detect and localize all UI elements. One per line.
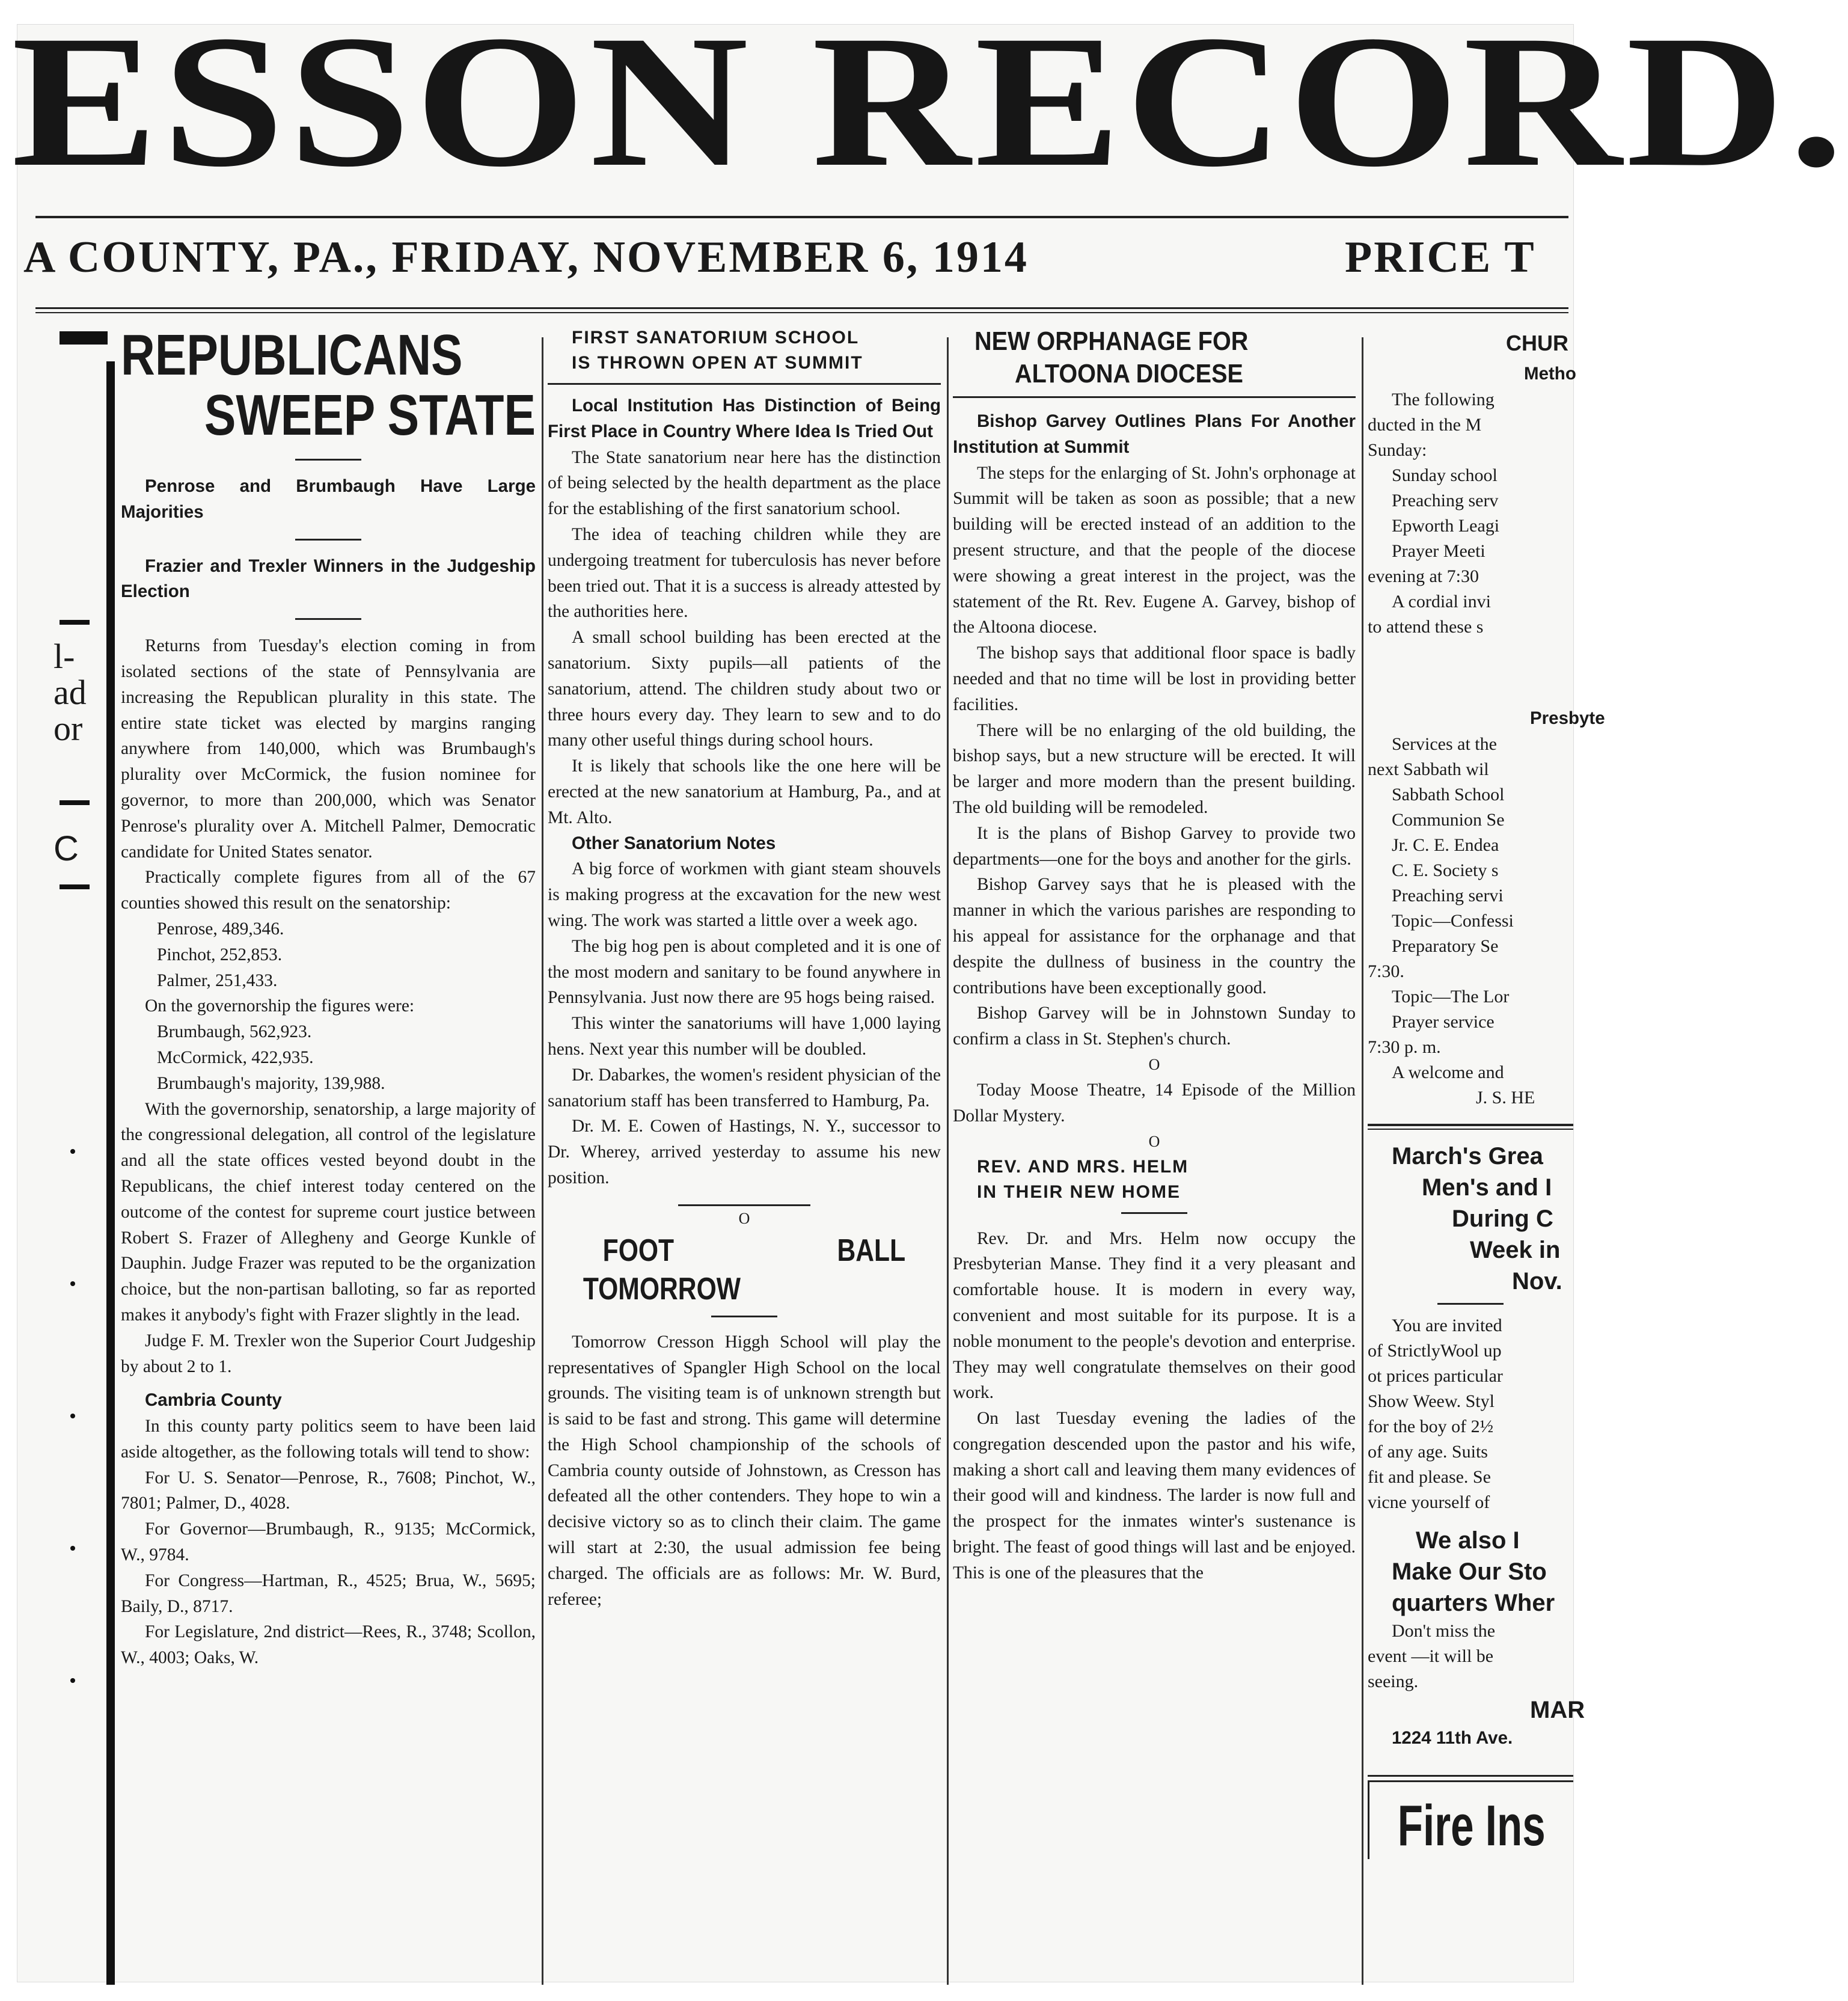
gutter-fragment: or <box>54 709 83 748</box>
dateline-bar <box>17 232 1573 292</box>
church-line: Topic—Confessi <box>1392 910 1514 931</box>
ad-line: vicne yourself of <box>1368 1492 1490 1512</box>
gutter-dot <box>70 1546 75 1551</box>
ad-line: You are invited <box>1392 1315 1502 1335</box>
vote-figure: Brumbaugh's majority, 139,988. <box>157 1073 385 1093</box>
gutter-dot <box>70 1414 75 1418</box>
ad-line: ot prices particular <box>1368 1365 1503 1386</box>
paragraph: The bishop says that additional floor space is badly needed and that no time will be lost in providing better facilities. <box>953 643 1356 714</box>
headline: REPUBLICANS <box>121 323 463 387</box>
newspaper-title: ESSON RECORD. <box>11 0 1848 206</box>
ad-headline: March's Grea <box>1392 1142 1543 1169</box>
paragraph: For U. S. Senator—Penrose, R., 7608; Pinchot, W., 7801; Palmer, D., 4028. <box>121 1468 536 1513</box>
masthead <box>11 0 1848 206</box>
dateline-rule-bottom <box>35 312 1568 313</box>
church-line: Jr. C. E. Endea <box>1392 835 1499 855</box>
column-2 <box>548 325 941 1979</box>
paragraph: There will be no enlarging of the old building, the bishop says, but a new structure will be erected. It will be larger and more modern than the present building. The old building will be remodeled. <box>953 720 1356 817</box>
dateline-rule-top <box>35 307 1568 309</box>
paragraph: With the governorship, senatorship, a large majority of the congressional delegation, all control of the legislature and all the state offices vested beyond doubt in the Republicans, the chief interest today centered on the outcome of the contest for supreme court justice between Robert S. Frazer of Allegheny and George Kunkle of Dauphin. Judge Frazer was reputed to be the organization choice, but the non-partisan balloting, so far as reported makes it anybody's fight with Frazer slightly in the lead. <box>121 1099 536 1325</box>
church-line: Services at the <box>1392 734 1497 754</box>
paragraph: On last Tuesday evening the ladies of the congregation descended upon the pastor and his wife, making a short call and leaving them many evidences of their good will and kindness. The larder is now full and the prospect for the inmates winter's sustenance is bright. The feast of good things will last and be enjoyed. This is one of the pleasures that the <box>953 1409 1356 1583</box>
church-line: 7:30. <box>1368 961 1404 981</box>
church-line: Communion Se <box>1392 809 1505 830</box>
ad-headline: Men's and I <box>1422 1174 1552 1201</box>
ad-line: seeing. <box>1368 1671 1419 1691</box>
church-subheading: Presbyte <box>1530 708 1605 728</box>
ad-headline: Week in <box>1470 1236 1561 1263</box>
gutter-fragment: ad <box>54 673 87 712</box>
vote-figure: Pinchot, 252,853. <box>157 945 283 964</box>
rule <box>1121 1212 1187 1214</box>
church-line: evening at 7:30 <box>1368 566 1479 586</box>
paragraph: Bishop Garvey says that he is pleased with the manner in which the various parishes are responding to his appeal for assistance for the orphanage and that despite the dullness of business in the country the contributions have been exceptionally good. <box>953 875 1356 997</box>
church-line: next Sabbath wil <box>1368 759 1489 779</box>
headline: FIRST SANATORIUM SCHOOL <box>572 328 860 348</box>
rule <box>548 383 941 385</box>
paragraph: Today Moose Theatre, 14 Episode of the Million Dollar Mystery. <box>953 1080 1356 1126</box>
gutter-tick <box>60 620 90 625</box>
church-line: Sunday: <box>1368 440 1427 460</box>
rule <box>678 1204 810 1206</box>
ad-headline: Make Our Sto <box>1392 1558 1547 1585</box>
ad-headline: Nov. <box>1512 1267 1562 1295</box>
paragraph: In this county party politics seem to have been laid aside altogether, as the following totals will tend to show: <box>121 1417 536 1462</box>
ad-line: for the boy of 2½ <box>1368 1416 1494 1436</box>
rule <box>1368 1129 1573 1130</box>
paragraph: Returns from Tuesday's election coming in from isolated sections of the state of Pennsylvania are increasing the Republican plurality in this state. The entire state ticket was elected by margins ranging anywhere from 140,000, which was Brumbaugh's plurality over McCormick, the fusion nominee for governor, to more than 200,000, which was Senator Penrose's plurality over A. Mitchell Palmer, Democratic candidate for United States senator. <box>121 636 536 862</box>
column-1 <box>121 325 536 1979</box>
dateline: A COUNTY, PA., FRIDAY, NOVEMBER 6, 1914 <box>23 233 1029 282</box>
paragraph: The State sanatorium near here has the distinction of being selected by the health department as the place for the establishing of the first sanatorium school. <box>548 447 941 519</box>
gutter-fragment: l- <box>54 637 75 676</box>
ad-line: of any age. Suits <box>1368 1441 1488 1462</box>
church-subheading: Metho <box>1524 364 1576 384</box>
paragraph: Bishop Garvey will be in Johnstown Sunday to confirm a class in St. Stephen's church. <box>953 1004 1356 1049</box>
church-line: Preaching serv <box>1392 490 1499 510</box>
deck: Penrose and Brumbaugh Have Large Majorities <box>121 476 536 522</box>
deck: Local Institution Has Distinction of Being First Place in Country Where Idea Is Tried Out <box>548 396 941 441</box>
church-line: ducted in the M <box>1368 414 1482 435</box>
column-rule <box>947 337 949 1985</box>
subhead: Other Sanatorium Notes <box>572 833 776 853</box>
headline: IN THEIR NEW HOME <box>977 1181 1181 1202</box>
paragraph: A big force of workmen with giant steam shouvels is making progress at the excavation for the new west wing. The work was started a little over a week ago. <box>548 859 941 930</box>
ad-line: Don't miss the <box>1392 1620 1496 1641</box>
headline: SWEEP STATE <box>204 383 536 447</box>
paragraph: Rev. Dr. and Mrs. Helm now occupy the Presbyterian Manse. They find it a very pleasant and comfortable house. It is modern in every way, convenient and most suitable for its purpose. It is a noble monument to the people's devotion and enterprise. They may well congratulate themselves on their good work. <box>953 1228 1356 1403</box>
deck: Frazier and Trexler Winners in the Judgeship Election <box>121 556 536 602</box>
headline: ALTOONA DIOCESE <box>1015 359 1243 388</box>
paragraph: The big hog pen is about completed and it is one of the most modern and sanitary to be found anywhere in Pennsylvania. Just now there are 95 hogs being raised. <box>548 936 941 1008</box>
headline: NEW ORPHANAGE FOR <box>974 326 1249 356</box>
church-line: Preparatory Se <box>1392 936 1499 956</box>
paragraph: Dr. Dabarkes, the women's resident physician of the sanatorium staff has been transferred to Hamburg, Pa. <box>548 1065 941 1111</box>
paragraph: The steps for the enlarging of St. John's orphonage at Summit will be taken as soon as possible; that a new building will be erected instead of an addition to the present structure, and that the people of the diocese were showing a great interest in the project, was the statement of the Rt. Rev. Eugene A. Garvey, bishop of the Altoona diocese. <box>953 463 1356 637</box>
ornament: O <box>738 1209 750 1227</box>
ad-line: of StrictlyWool up <box>1368 1340 1502 1361</box>
paragraph: For Legislature, 2nd district—Rees, R., 3748; Scollon, W., 4003; Oaks, W. <box>121 1622 536 1668</box>
masthead-rule <box>35 216 1568 218</box>
ornament: O <box>1148 1132 1160 1150</box>
church-heading: CHUR <box>1506 331 1568 355</box>
vote-figure: Penrose, 489,346. <box>157 919 284 939</box>
vote-figure: McCormick, 422,935. <box>157 1047 314 1067</box>
church-line: The following <box>1392 389 1495 409</box>
paragraph: Judge F. M. Trexler won the Superior Court Judgeship by about 2 to 1. <box>121 1331 536 1376</box>
gutter-dot <box>70 1281 75 1286</box>
church-line: Preaching servi <box>1392 885 1504 906</box>
church-line: Prayer service <box>1392 1011 1495 1032</box>
church-line: Sabbath School <box>1392 784 1505 804</box>
church-line: C. E. Society s <box>1392 860 1499 880</box>
church-line: Sunday school <box>1392 465 1498 485</box>
church-signature: J. S. HE <box>1476 1087 1535 1108</box>
rule <box>295 618 361 620</box>
price: PRICE T <box>1345 233 1536 282</box>
church-line: Prayer Meeti <box>1392 541 1485 561</box>
paragraph: Tomorrow Cresson Higgh School will play the representatives of Spangler High School on the local grounds. The visiting team is of unknown strength but is said to be fast and strong. This game will determine the High School championship of the schools of Cambria county outside of Johnstown, as Cresson has defeated all the other contenders. They hope to win a decisive victory so as to clinch their claim. The game will start at 2:30, the usual admission fee being charged. The officials are as follows: Mr. W. Burd, referee; <box>548 1332 941 1609</box>
headline: IS THROWN OPEN AT SUMMIT <box>572 353 863 373</box>
paragraph: It is likely that schools like the one here will be erected at the new sanatorium at Hamburg, Pa., and at Mt. Alto. <box>548 756 941 827</box>
ad-line: event —it will be <box>1368 1646 1494 1666</box>
church-line: 7:30 p. m. <box>1368 1037 1441 1057</box>
paragraph: A small school building has been erected at the sanatorium. Sixty pupils—all patients of the sanatorium, attend. The children study about two or three hours every day. They learn to sew and to do many other useful things during school hours. <box>548 628 941 750</box>
ad-line: Show Weew. Styl <box>1368 1391 1495 1411</box>
paragraph: On the governorship the figures were: <box>145 996 415 1016</box>
paragraph: Practically complete figures from all of the 67 counties showed this result on the senatorship: <box>121 868 536 913</box>
ornament: O <box>1148 1055 1160 1073</box>
column-3 <box>953 325 1356 1979</box>
deck: Bishop Garvey Outlines Plans For Another Institution at Summit <box>953 411 1356 457</box>
ad-signature: MAR <box>1530 1696 1585 1723</box>
gutter-tick <box>60 800 90 805</box>
gutter-tick <box>60 331 108 345</box>
column-rule <box>1362 337 1363 1985</box>
rule <box>295 539 361 541</box>
column-rule <box>542 337 543 1985</box>
rule <box>953 396 1356 398</box>
paragraph: For Governor—Brumbaugh, R., 9135; McCormick, W., 9784. <box>121 1519 536 1565</box>
paragraph: This winter the sanatoriums will have 1,000 laying hens. Next year this number will be doubled. <box>548 1014 941 1059</box>
headline: REV. AND MRS. HELM <box>977 1156 1189 1177</box>
ad-address: 1224 11th Ave. <box>1392 1727 1513 1748</box>
gutter-dot <box>70 1678 75 1683</box>
rule <box>711 1316 777 1317</box>
ad-headline: quarters Wher <box>1392 1589 1555 1616</box>
ad-line: fit and please. Se <box>1368 1466 1491 1487</box>
rule <box>295 459 361 461</box>
ad-headline: We also I <box>1416 1527 1520 1554</box>
fire-insurance-ad: Fire Ins <box>1397 1794 1546 1859</box>
headline: FOOT BALL TOMORROW <box>583 1233 906 1307</box>
rule <box>1368 1124 1573 1126</box>
subhead: Cambria County <box>145 1390 282 1411</box>
church-line: A welcome and <box>1392 1062 1504 1082</box>
paragraph: For Congress—Hartman, R., 4525; Brua, W., 5695; Baily, D., 8717. <box>121 1570 536 1616</box>
ad-headline: During C <box>1452 1205 1553 1232</box>
church-line: A cordial invi <box>1392 591 1491 611</box>
column-4 <box>1368 325 1605 1979</box>
gutter-dot <box>70 1149 75 1154</box>
gutter-fragment: C <box>54 829 79 868</box>
church-line: to attend these s <box>1368 616 1484 637</box>
gutter-tick <box>60 884 90 889</box>
rule <box>1368 1775 1573 1777</box>
church-line: Epworth Leagi <box>1392 515 1500 536</box>
vote-figure: Brumbaugh, 562,923. <box>157 1022 312 1042</box>
paragraph: It is the plans of Bishop Garvey to provide two departments—one for the boys and another for the girls. <box>953 823 1356 869</box>
paragraph: Dr. M. E. Cowen of Hastings, N. Y., successor to Dr. Wherey, arrived yesterday to assume his new position. <box>548 1117 941 1187</box>
vote-figure: Palmer, 251,433. <box>157 970 278 990</box>
left-gutter <box>41 325 126 1979</box>
newspaper-page <box>11 0 1848 1982</box>
church-line: Topic—The Lor <box>1392 986 1510 1007</box>
gutter-bar <box>106 361 115 1985</box>
paragraph: The idea of teaching children while they are undergoing treatment for tuberculosis has never before been tried out. That it is a success is already attested by the authorities here. <box>548 524 941 622</box>
